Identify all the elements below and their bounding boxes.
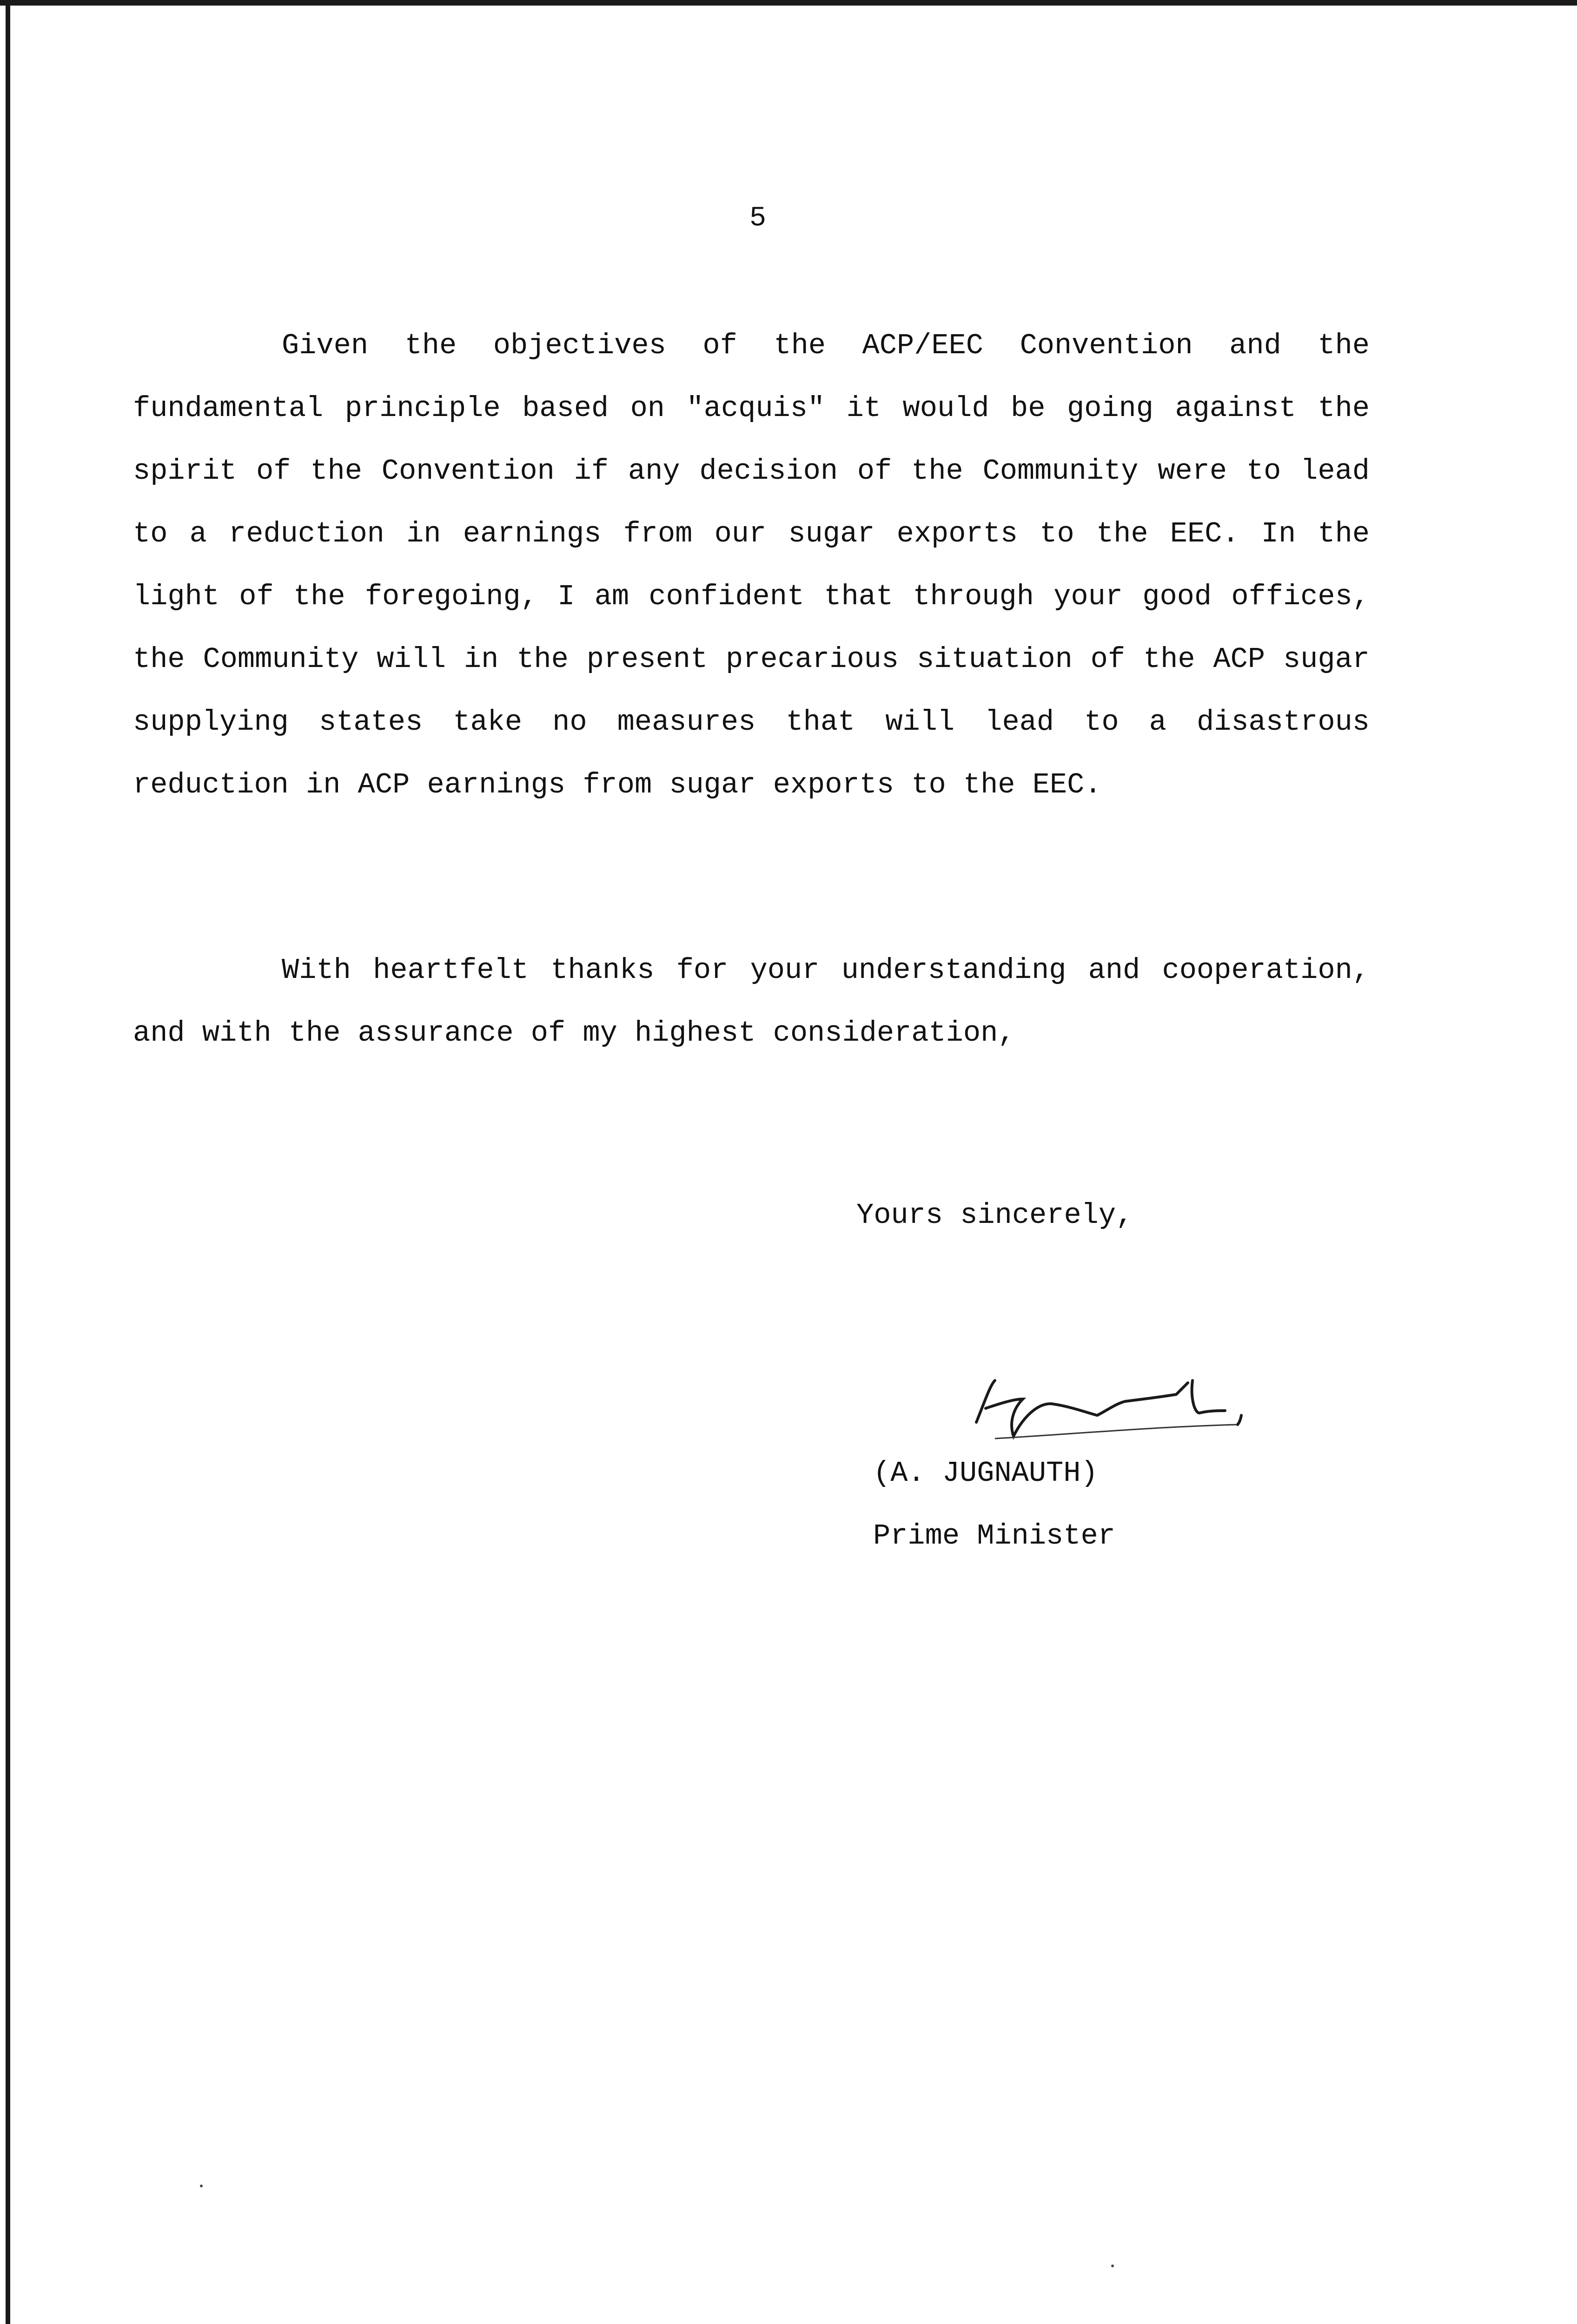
closing-salutation: Yours sincerely, <box>856 1199 1133 1232</box>
left-border-line <box>6 0 10 2324</box>
signer-title: Prime Minister <box>873 1519 1115 1552</box>
scan-speck <box>1111 2265 1114 2267</box>
scan-speck <box>200 2185 203 2187</box>
top-border-line <box>0 0 1577 6</box>
body-paragraph-2: With heartfelt thanks for your understanding and cooperation, and with the assurance of my highest consideration, <box>133 954 1370 1050</box>
signer-name: (A. JUGNAUTH) <box>873 1457 1098 1490</box>
page-number: 5 <box>749 203 766 234</box>
body-paragraph-1: Given the objectives of the ACP/EEC Convention and the fundamental principle based on "acquis" it would be going against the spirit of the Convention if any decision of the Community were to lead to a reduction in earnings from our sugar exports to the EEC. In the light of the foregoing, I am confident that through your good offices, the Community will in the present precarious situation of the ACP sugar supplying states take no measures that will lead to a disastrous reduction in ACP earnings from sugar exports to the EEC. <box>133 329 1370 801</box>
